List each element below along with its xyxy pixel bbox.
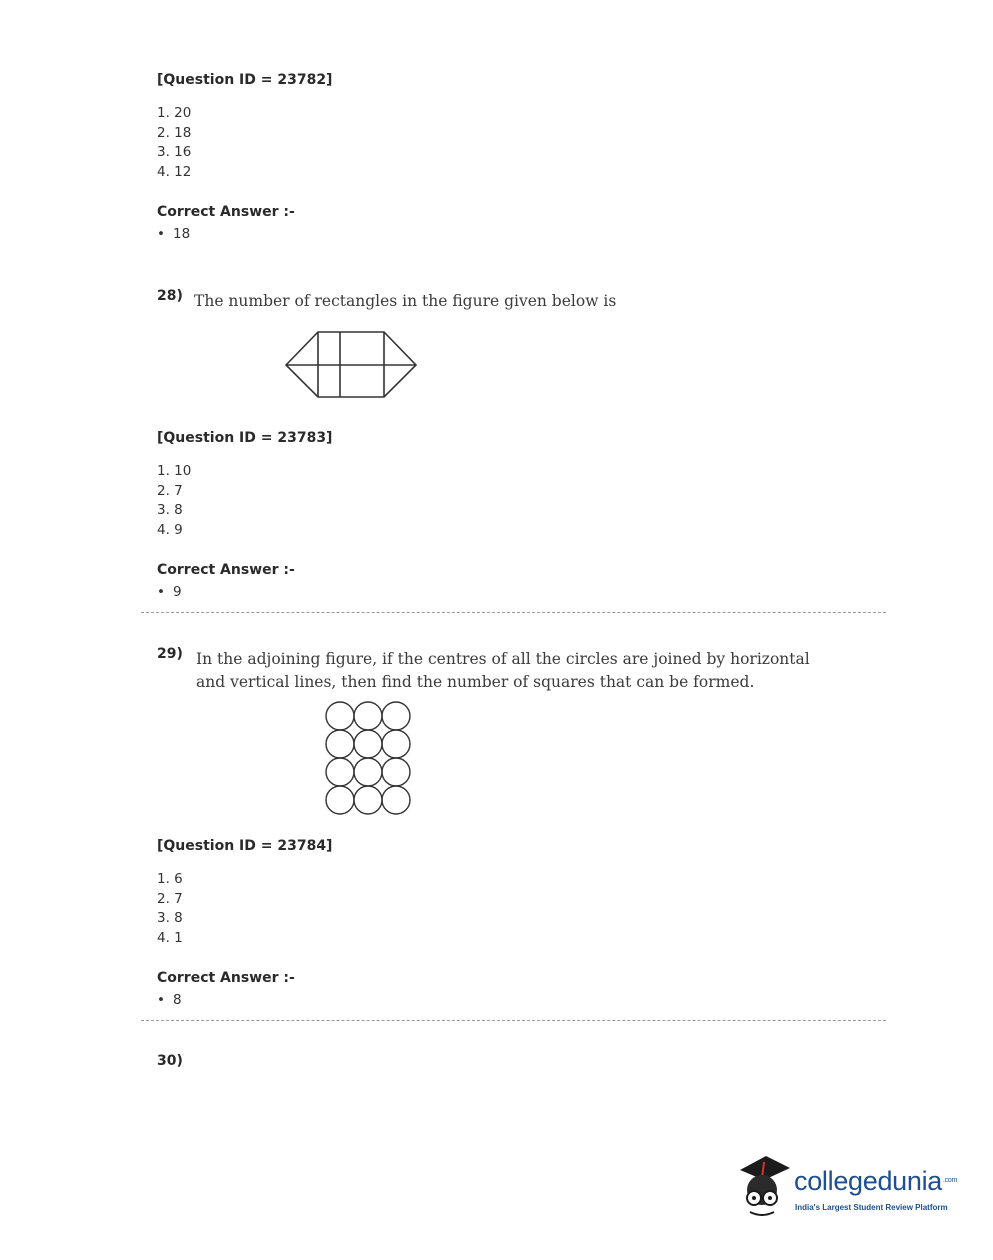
circles-figure (322, 698, 416, 820)
question-id: [Question ID = 23782] (157, 72, 333, 88)
correct-answer-label: Correct Answer :- (157, 562, 295, 578)
correct-answer-value: 9 (173, 584, 182, 600)
correct-answer (157, 992, 182, 1008)
option: 1. 10 (157, 463, 192, 479)
option: 1. 6 (157, 871, 183, 887)
option: 2. 7 (157, 482, 183, 499)
correct-answer (157, 226, 190, 242)
option: 2. 18 (157, 124, 192, 141)
logo-tagline: India's Largest Student Review Platform (795, 1203, 948, 1212)
bullet: • (157, 226, 165, 242)
option: 1. 20 (157, 105, 192, 121)
bullet: • (157, 992, 165, 1008)
question-text-line-1: In the adjoining figure, if the centres of all the circles are joined by horizontal (196, 650, 810, 668)
question-text: The number of rectangles in the figure given below is (194, 292, 617, 310)
correct-answer (157, 584, 182, 600)
option: 4. 12 (157, 163, 192, 180)
option: 3. 8 (157, 910, 183, 927)
option: 3. 8 (157, 502, 183, 519)
question-number: 30) (157, 1053, 183, 1069)
logo-name: collegedunia (794, 1166, 943, 1196)
option: 4. 1 (157, 929, 183, 946)
section-divider (141, 612, 886, 613)
collegedunia-logo (732, 1152, 964, 1222)
options-list (157, 870, 183, 948)
correct-answer-label: Correct Answer :- (157, 970, 295, 986)
option: 2. 7 (157, 890, 183, 907)
logo-suffix: .com (943, 1177, 958, 1184)
rectangles-figure (282, 328, 422, 402)
bullet: • (157, 584, 165, 600)
correct-answer-value: 18 (173, 226, 191, 242)
question-id: [Question ID = 23784] (157, 838, 333, 854)
question-number: 29) (157, 646, 183, 662)
section-divider (141, 1020, 886, 1021)
options-list (157, 462, 191, 540)
question-text-line-2: and vertical lines, then find the number of squares that can be formed. (196, 673, 755, 691)
correct-answer-label: Correct Answer :- (157, 204, 295, 220)
option: 4. 9 (157, 521, 183, 538)
option: 3. 16 (157, 144, 192, 161)
question-id: [Question ID = 23783] (157, 430, 333, 446)
question-number: 28) (157, 288, 183, 304)
mascot-icon (732, 1152, 792, 1222)
correct-answer-value: 8 (173, 992, 182, 1008)
options-list (157, 104, 191, 182)
